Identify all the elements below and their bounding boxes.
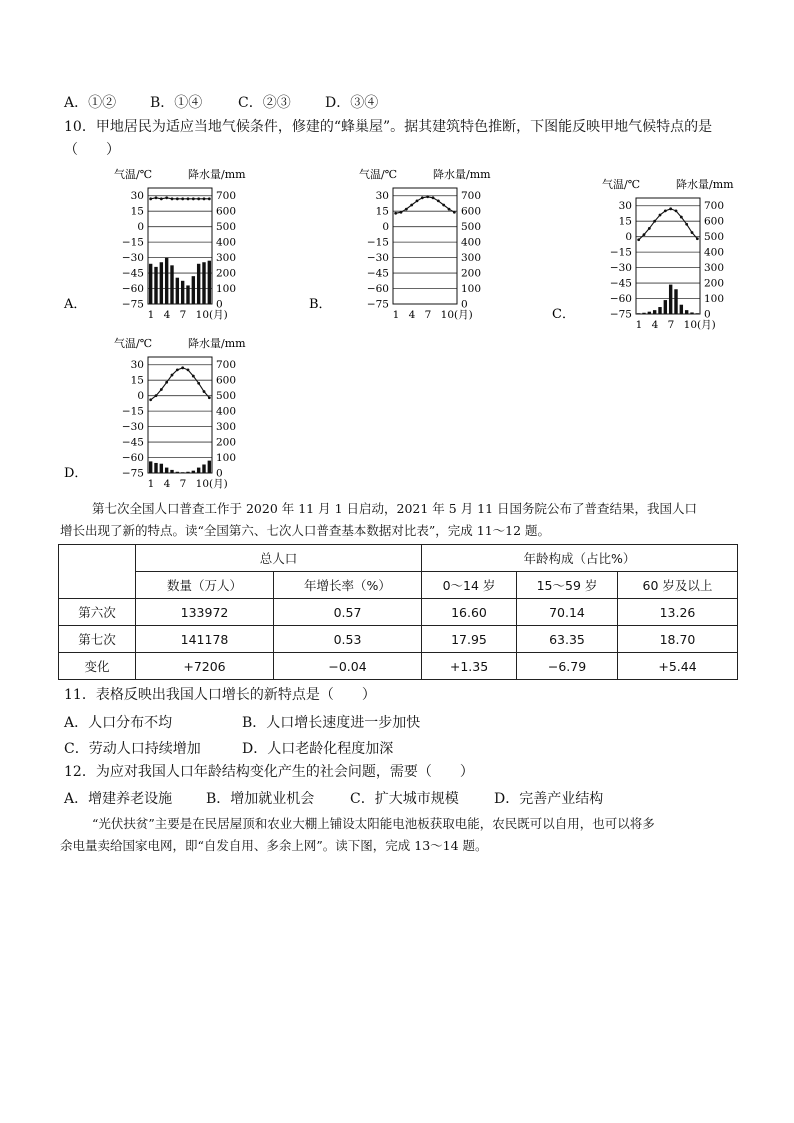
precip-bar (149, 461, 152, 473)
temperature-point (155, 394, 158, 397)
precip-tick-label: 0 (704, 308, 711, 321)
temperature-point (680, 216, 683, 219)
table-cell: 13.26 (618, 599, 738, 626)
temp-tick-label: −60 (121, 452, 144, 465)
table-header: 年增长率（%） (274, 572, 422, 599)
precip-bar (176, 278, 179, 304)
precip-bar (192, 276, 195, 304)
chart-title-left: 气温/℃ (114, 168, 153, 181)
month-tick-label: 4 (163, 309, 171, 321)
precip-bar (685, 310, 688, 314)
table-header: 0～14 岁 (422, 572, 517, 599)
chart-title-right: 降水量/mm (188, 337, 246, 350)
precip-tick-label: 500 (704, 231, 725, 244)
temperature-point (171, 197, 174, 200)
precip-tick-label: 0 (461, 298, 468, 311)
temperature-point (208, 197, 211, 200)
precip-tick-label: 600 (704, 215, 725, 228)
temperature-point (160, 388, 163, 391)
precip-bar (648, 312, 651, 314)
q9-option-a[interactable]: A．①② (64, 95, 117, 111)
table-row (59, 626, 738, 653)
temperature-point (691, 231, 694, 234)
temperature-point (453, 211, 456, 214)
table-cell: 133972 (136, 599, 274, 626)
temp-tick-label: −60 (366, 283, 389, 296)
temperature-point (165, 381, 168, 384)
precip-tick-label: 0 (216, 298, 223, 311)
climate-chart-d[interactable] (60, 335, 260, 495)
precip-bar (653, 310, 656, 314)
precip-bar (669, 285, 672, 314)
table-cell: 0.53 (274, 626, 422, 653)
temperature-point (696, 237, 699, 240)
table-group-total: 总人口 (136, 545, 422, 572)
precip-bar (154, 463, 157, 473)
precip-bar (696, 313, 699, 314)
month-tick-label: 7 (667, 319, 675, 331)
precip-bar (208, 461, 211, 473)
precip-tick-label: 100 (461, 283, 482, 296)
precip-tick-label: 400 (461, 236, 482, 249)
temp-tick-label: 15 (130, 205, 144, 218)
month-tick-label: 10(月) (440, 309, 473, 321)
chart-title-right: 降水量/mm (676, 178, 734, 191)
precip-tick-label: 500 (216, 390, 237, 403)
precip-bar (664, 300, 667, 314)
precip-bar (170, 265, 173, 304)
census-table (58, 544, 738, 680)
chart-title-left: 气温/℃ (602, 178, 641, 191)
precip-tick-label: 300 (704, 262, 725, 275)
temp-tick-label: −60 (609, 293, 632, 306)
temperature-point (187, 197, 190, 200)
temperature-point (181, 197, 184, 200)
table-header: 数量（万人） (136, 572, 274, 599)
table-cell: 17.95 (422, 626, 517, 653)
temperature-point (181, 366, 184, 369)
temp-tick-label: −75 (121, 298, 144, 311)
temperature-point (416, 199, 419, 202)
precip-bar (160, 464, 163, 473)
temperature-point (394, 212, 397, 215)
temperature-point (155, 196, 158, 199)
temperature-point (208, 396, 211, 399)
month-tick-label: 7 (424, 309, 432, 321)
census-intro-line2: 增长出现了新的特点。读“全国第六、七次人口普查基本数据对比表”，完成 11～12 题。 (60, 523, 551, 538)
q12-option-a[interactable]: A．增建养老设施 (64, 791, 173, 807)
temp-tick-label: −75 (609, 308, 632, 321)
temperature-line (151, 368, 210, 400)
temperature-point (442, 204, 445, 207)
temp-tick-label: 30 (130, 190, 144, 203)
precip-tick-label: 700 (216, 190, 237, 203)
month-tick-label: 1 (147, 478, 155, 490)
temperature-point (149, 398, 152, 401)
temp-tick-label: −45 (121, 436, 144, 449)
temperature-point (203, 390, 206, 393)
temperature-point (176, 197, 179, 200)
temperature-point (405, 208, 408, 211)
q11-option-a[interactable]: A．人口分布不均 (64, 715, 173, 731)
temperature-point (664, 209, 667, 212)
plot-frame (148, 357, 212, 473)
temp-tick-label: 0 (137, 390, 144, 403)
precip-bar (181, 281, 184, 304)
temp-tick-label: −15 (121, 236, 144, 249)
climate-chart-c-svg (548, 176, 748, 336)
precip-bar (208, 261, 211, 304)
q11-option-b[interactable]: B．人口增长速度进一步加快 (242, 715, 421, 731)
q9-option-b[interactable]: B．①④ (150, 95, 203, 111)
chart-option-label: D． (64, 466, 88, 481)
temperature-point (410, 204, 413, 207)
temperature-point (176, 368, 179, 371)
precip-tick-label: 400 (704, 246, 725, 259)
climate-chart-b[interactable] (305, 166, 505, 326)
temp-tick-label: −45 (366, 267, 389, 280)
precip-tick-label: 200 (216, 267, 237, 280)
chart-option-label: A． (64, 297, 87, 312)
temperature-point (149, 197, 152, 200)
q12-option-b[interactable]: B．增加就业机会 (206, 791, 315, 807)
q11-option-d[interactable]: D．人口老龄化程度加深 (242, 741, 394, 757)
climate-chart-a[interactable] (60, 166, 260, 326)
temperature-line (151, 198, 210, 199)
precip-bar (160, 262, 163, 304)
temperature-point (659, 214, 662, 217)
solar-intro-line1: “光伏扶贫”主要是在民居屋顶和农业大棚上铺设太阳能电池板获取电能，农民既可以自用，也可以将多 (92, 816, 655, 831)
table-header: 60 岁及以上 (618, 572, 738, 599)
precip-bar (674, 289, 677, 314)
precip-tick-label: 0 (216, 467, 223, 480)
precip-tick-label: 200 (216, 436, 237, 449)
table-cell: 16.60 (422, 599, 517, 626)
precip-tick-label: 100 (704, 293, 725, 306)
climate-chart-d-svg (60, 335, 260, 495)
precip-bar (181, 472, 184, 473)
precip-tick-label: 300 (461, 252, 482, 265)
precip-bar (186, 285, 189, 304)
plot-frame (636, 198, 700, 314)
precip-tick-label: 400 (216, 405, 237, 418)
table-row (59, 599, 738, 626)
q12-stem: 12．为应对我国人口年龄结构变化产生的社会问题，需要（ ） (64, 764, 474, 780)
precip-bar (680, 305, 683, 314)
precip-bar (165, 468, 168, 473)
table-cell: 0.57 (274, 599, 422, 626)
temperature-point (675, 209, 678, 212)
precip-bar (197, 468, 200, 473)
table-header: 15～59 岁 (517, 572, 618, 599)
temp-tick-label: 15 (375, 205, 389, 218)
solar-intro-line2: 余电量卖给国家电网，即“自发自用、多余上网”。读下图，完成 13～14 题。 (60, 838, 488, 853)
temperature-point (160, 197, 163, 200)
precip-tick-label: 200 (461, 267, 482, 280)
q10-stem: 10．甲地居民为适应当地气候条件，修建的“蜂巢屋”。据其建筑特色推断，下图能反映甲地气候特点的是 (64, 119, 713, 135)
precip-tick-label: 400 (216, 236, 237, 249)
temperature-point (643, 233, 646, 236)
precip-tick-label: 300 (216, 421, 237, 434)
temperature-point (197, 197, 200, 200)
q9-option-c[interactable]: C．②③ (238, 95, 291, 111)
month-tick-label: 4 (651, 319, 659, 331)
table-cell: 63.35 (517, 626, 618, 653)
table-cell: +5.44 (618, 653, 738, 680)
precip-tick-label: 100 (216, 283, 237, 296)
temperature-line (639, 209, 698, 240)
temperature-point (197, 382, 200, 385)
precip-bar (202, 262, 205, 304)
precip-tick-label: 700 (461, 190, 482, 203)
chart-option-label: B． (309, 297, 332, 312)
climate-chart-b-svg (305, 166, 505, 326)
table-row-label: 第七次 (59, 626, 136, 653)
month-tick-label: 1 (147, 309, 155, 321)
table-cell: 18.70 (618, 626, 738, 653)
chart-title-left: 气温/℃ (114, 337, 153, 350)
table-cell: +1.35 (422, 653, 517, 680)
q12-option-c[interactable]: C．扩大城市规模 (350, 791, 459, 807)
month-tick-label: 4 (163, 478, 171, 490)
plot-frame (393, 188, 457, 304)
q11-stem: 11．表格反映出我国人口增长的新特点是（ ） (64, 687, 376, 703)
precip-bar (658, 307, 661, 314)
temperature-point (648, 227, 651, 230)
temp-tick-label: −30 (366, 252, 389, 265)
precip-tick-label: 700 (216, 359, 237, 372)
temperature-point (653, 220, 656, 223)
month-tick-label: 7 (179, 478, 187, 490)
temperature-point (187, 368, 190, 371)
census-intro-line1: 第七次全国人口普查工作于 2020 年 11 月 1 日启动，2021 年 5 月 11 日国务院公布了普查结果，我国人口 (92, 501, 698, 516)
temperature-point (669, 207, 672, 210)
temp-tick-label: −75 (366, 298, 389, 311)
table-row (59, 653, 738, 680)
temperature-point (171, 374, 174, 377)
temp-tick-label: −30 (609, 262, 632, 275)
precip-tick-label: 600 (216, 205, 237, 218)
chart-option-label: C． (552, 307, 575, 322)
precip-bar (170, 470, 173, 473)
temp-tick-label: −15 (366, 236, 389, 249)
temp-tick-label: 30 (375, 190, 389, 203)
temperature-point (421, 196, 424, 199)
precip-tick-label: 500 (216, 221, 237, 234)
month-tick-label: 10(月) (195, 309, 228, 321)
temperature-point (426, 195, 429, 198)
temp-tick-label: 15 (618, 215, 632, 228)
temperature-point (165, 196, 168, 199)
chart-title-left: 气温/℃ (359, 168, 398, 181)
precip-bar (192, 471, 195, 473)
temp-tick-label: 0 (382, 221, 389, 234)
month-tick-label: 10(月) (195, 478, 228, 490)
temp-tick-label: −60 (121, 283, 144, 296)
table-cell: 70.14 (517, 599, 618, 626)
table-group-age: 年龄构成（占比%） (422, 545, 738, 572)
month-tick-label: 4 (408, 309, 416, 321)
temperature-point (448, 208, 451, 211)
q12-option-d[interactable]: D．完善产业结构 (494, 791, 604, 807)
table-cell: +7206 (136, 653, 274, 680)
temperature-point (685, 223, 688, 226)
table-row-label: 变化 (59, 653, 136, 680)
chart-title-right: 降水量/mm (188, 168, 246, 181)
table-cell: 141178 (136, 626, 274, 653)
precip-bar (186, 472, 189, 473)
chart-title-right: 降水量/mm (433, 168, 491, 181)
table-cell: −0.04 (274, 653, 422, 680)
temperature-point (192, 197, 195, 200)
temp-tick-label: −45 (609, 277, 632, 290)
temp-tick-label: 0 (625, 231, 632, 244)
q10-blank: （ ） (64, 142, 120, 158)
precip-bar (149, 264, 152, 304)
precip-tick-label: 200 (704, 277, 725, 290)
precip-bar (154, 267, 157, 304)
table-cell: −6.79 (517, 653, 618, 680)
precip-tick-label: 600 (216, 374, 237, 387)
temp-tick-label: 0 (137, 221, 144, 234)
temperature-point (432, 196, 435, 199)
climate-chart-a-svg (60, 166, 260, 326)
precip-bar (202, 464, 205, 473)
temp-tick-label: −75 (121, 467, 144, 480)
temp-tick-label: 30 (130, 359, 144, 372)
temperature-point (192, 375, 195, 378)
table-row-label: 第六次 (59, 599, 136, 626)
q9-option-d[interactable]: D．③④ (325, 95, 379, 111)
temp-tick-label: 15 (130, 374, 144, 387)
month-tick-label: 10(月) (683, 319, 716, 331)
precip-bar (176, 472, 179, 473)
table-header-row (59, 572, 738, 599)
temp-tick-label: −45 (121, 267, 144, 280)
temp-tick-label: 30 (618, 200, 632, 213)
precip-bar (165, 258, 168, 304)
month-tick-label: 1 (392, 309, 400, 321)
precip-tick-label: 100 (216, 452, 237, 465)
temperature-point (203, 197, 206, 200)
temperature-point (637, 238, 640, 241)
table-corner (59, 545, 136, 599)
q11-option-c[interactable]: C．劳动人口持续增加 (64, 741, 201, 757)
precip-bar (637, 313, 640, 314)
precip-tick-label: 600 (461, 205, 482, 218)
temp-tick-label: −15 (121, 405, 144, 418)
month-tick-label: 7 (179, 309, 187, 321)
precip-tick-label: 300 (216, 252, 237, 265)
month-tick-label: 1 (635, 319, 643, 331)
temp-tick-label: −30 (121, 421, 144, 434)
precip-tick-label: 500 (461, 221, 482, 234)
precip-bar (642, 313, 645, 314)
precip-bar (690, 312, 693, 314)
temperature-point (400, 211, 403, 214)
precip-bar (197, 264, 200, 304)
climate-chart-c[interactable] (548, 176, 748, 336)
precip-tick-label: 700 (704, 200, 725, 213)
temperature-point (437, 199, 440, 202)
temp-tick-label: −30 (121, 252, 144, 265)
temp-tick-label: −15 (609, 246, 632, 259)
